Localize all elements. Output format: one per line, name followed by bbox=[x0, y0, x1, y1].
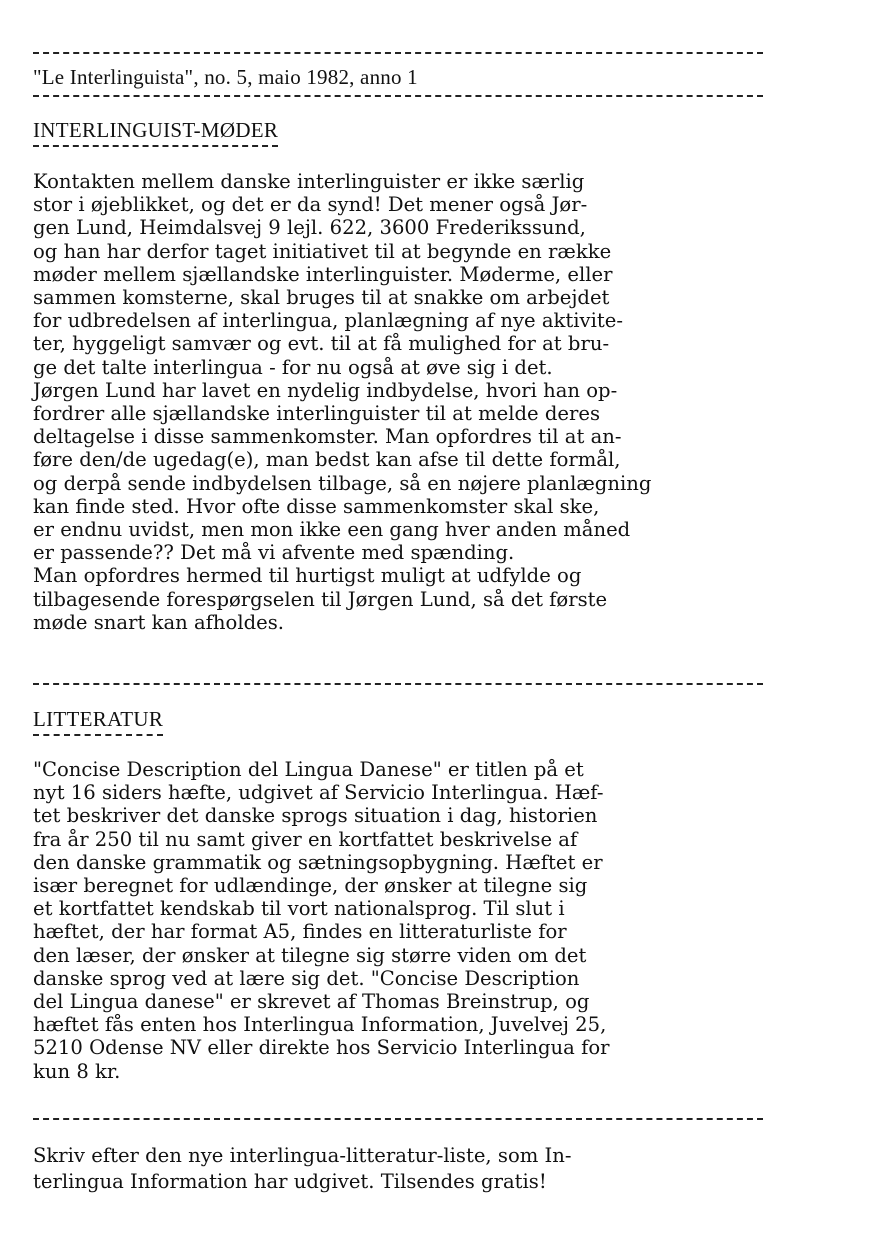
text-line: sammen komsterne, skal bruges til at snakke om arbejdet bbox=[33, 286, 610, 310]
text-line: 5210 Odense NV eller direkte hos Servicio Interlingua for bbox=[33, 1036, 610, 1060]
text-line: tet beskriver det danske sprogs situation i dag, historien bbox=[33, 804, 598, 828]
section-body-litteratur bbox=[33, 758, 813, 1083]
heading-text: LITTERATUR bbox=[33, 707, 164, 731]
text-line: ge det talte interlingua - for nu også at øve sig i det. bbox=[33, 355, 553, 379]
text-line: er passende?? Det må vi afvente med spænding. bbox=[33, 541, 515, 565]
text-line: er endnu uvidst, men mon ikke een gang hver anden måned bbox=[33, 518, 631, 542]
text-line: ter, hyggeligt samvær og evt. til at få mulighed for at bru- bbox=[33, 332, 610, 356]
masthead-dashed-rule bbox=[33, 95, 763, 97]
text-line: for udbredelsen af interlingua, planlægning af nye aktivite- bbox=[33, 309, 623, 333]
text-line: Jørgen Lund har lavet en nydelig indbydelse, hvori han op- bbox=[33, 378, 618, 402]
text-line: Skriv efter den nye interlingua-litteratur-liste, som In- bbox=[33, 1144, 572, 1167]
text-line: møder mellem sjællandske interlinguister. Møderme, eller bbox=[33, 262, 613, 286]
text-line: kun 8 kr. bbox=[33, 1059, 121, 1083]
section-divider bbox=[33, 1118, 763, 1120]
text-line: møde snart kan afholdes. bbox=[33, 610, 285, 634]
text-line: tilbagesende forespørgselen til Jørgen Lund, så det første bbox=[33, 587, 608, 611]
text-line: føre den/de ugedag(e), man bedst kan afse til dette formål, bbox=[33, 448, 621, 472]
text-line: den danske grammatik og sætningsopbygning. Hæftet er bbox=[33, 850, 603, 874]
text-line: og han har derfor taget initiativet til at begynde en række bbox=[33, 239, 612, 263]
text-line: "Concise Description del Lingua Danese" er titlen på et bbox=[33, 758, 584, 781]
text-line: et kortfattet kendskab til vort nationalsprog. Til slut i bbox=[33, 897, 565, 921]
text-line: hæftet, der har format A5, findes en litteraturliste for bbox=[33, 920, 567, 944]
heading-underline bbox=[33, 734, 163, 736]
text-line: især beregnet for udlændinge, der ønsker at tilegne sig bbox=[33, 874, 588, 898]
heading-underline bbox=[33, 145, 278, 147]
masthead: "Le Interlinguista", no. 5, maio 1982, anno 1 bbox=[33, 65, 418, 89]
text-line: Kontakten mellem danske interlinguister er ikke særlig bbox=[33, 170, 585, 193]
text-line: danske sprog ved at lære sig det. "Concise Description bbox=[33, 966, 580, 990]
text-line: den læser, der ønsker at tilegne sig større viden om det bbox=[33, 943, 587, 967]
section-heading-interlinguist-moder bbox=[33, 118, 278, 147]
footer-notice bbox=[33, 1143, 813, 1195]
section-divider bbox=[33, 683, 763, 685]
section-heading-litteratur bbox=[33, 707, 163, 736]
text-line: Man opfordres hermed til hurtigst muligt at udfylde og bbox=[33, 564, 582, 588]
top-dashed-rule bbox=[33, 52, 763, 54]
text-line: fra år 250 til nu samt giver en kortfattet beskrivelse af bbox=[33, 827, 578, 851]
text-line: gen Lund, Heimdalsvej 9 lejl. 622, 3600 Frederikssund, bbox=[33, 216, 586, 240]
heading-text: INTERLINGUIST-MØDER bbox=[33, 118, 279, 142]
text-line: fordrer alle sjællandske interlinguister til at melde deres bbox=[33, 402, 601, 426]
text-line: og derpå sende indbydelsen tilbage, så en nøjere planlægning bbox=[33, 471, 652, 495]
text-line: hæftet fås enten hos Interlingua Information, Juvelvej 25, bbox=[33, 1013, 607, 1037]
text-line: del Lingua danese" er skrevet af Thomas Breinstrup, og bbox=[33, 990, 590, 1014]
text-line: stor i øjeblikket, og det er da synd! Det mener også Jør- bbox=[33, 193, 588, 217]
text-line: kan finde sted. Hvor ofte disse sammenkomster skal ske, bbox=[33, 494, 600, 518]
section-body-interlinguist-moder bbox=[33, 170, 813, 634]
text-line: nyt 16 siders hæfte, udgivet af Servicio Interlingua. Hæf- bbox=[33, 781, 604, 805]
text-line: terlingua Information har udgivet. Tilsendes gratis! bbox=[33, 1170, 547, 1193]
text-line: deltagelse i disse sammenkomster. Man opfordres til at an- bbox=[33, 425, 622, 449]
